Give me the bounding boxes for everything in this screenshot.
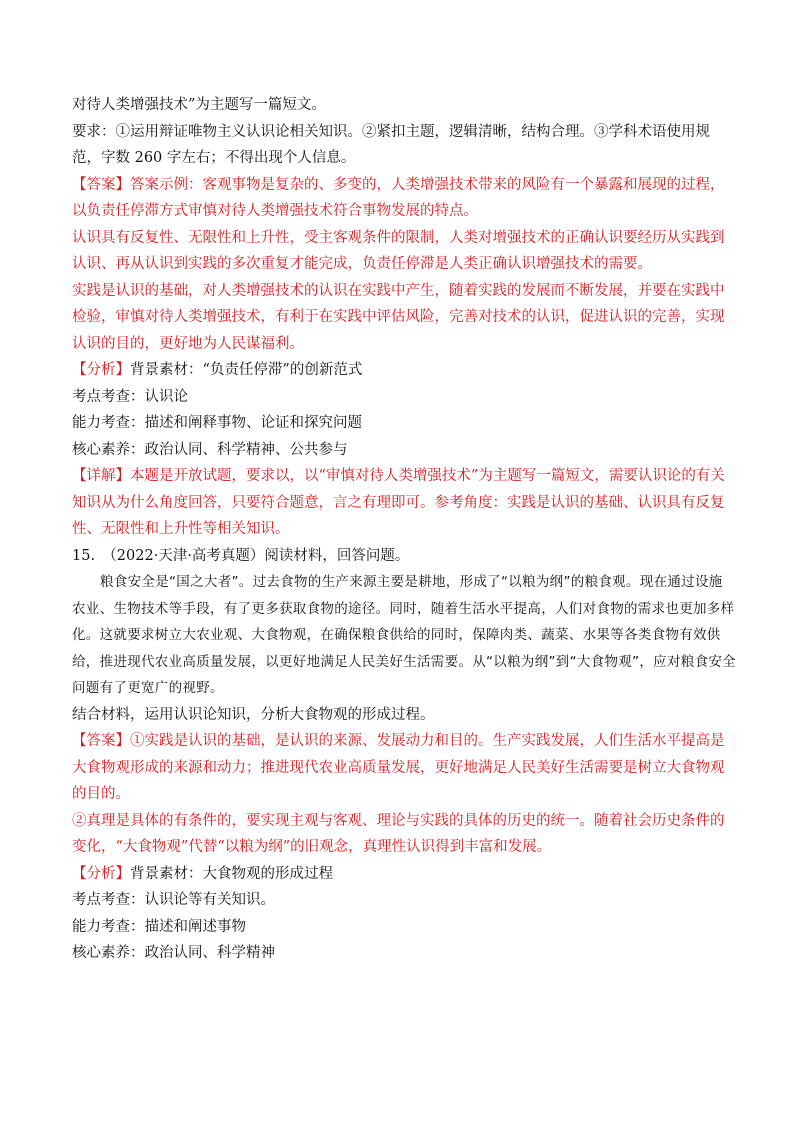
- q14-answer-p2: 认识具有反复性、无限性和上升性，受主客观条件的限制，人类对增强技术的正确认识要经历从实践到认识、再从认识到实践的多次重复才能完成，负责任停滞是人类正确认识增强技术的需要。: [72, 229, 725, 272]
- intro-line: 对待人类增强技术”为主题写一篇短文。: [72, 97, 326, 113]
- q15-suyang: 核心素养：政治认同、科学精神: [72, 945, 275, 961]
- answer-tag: 【答案】: [72, 176, 130, 193]
- document-page: [72, 92, 736, 967]
- q14-answer-p1: [72, 172, 736, 225]
- q15-answer-p1: [72, 728, 736, 808]
- q14-answer-p3: 实践是认识的基础，对人类增强技术的认识在实践中产生，随着实践的发展而不断发展，并要在实践中检验，审慎对待人类增强技术，有利于在实践中评估风险，完善对技术的认识，促进认识的完善，实现认识的目的，更好地为人民谋福利。: [72, 282, 725, 352]
- q14-nengli: 能力考查：描述和阐释事物、论证和探究问题: [72, 415, 362, 431]
- q15-stem: 15. （2022·天津·高考真题）阅读材料，回答问题。: [72, 547, 410, 564]
- answer-tag: 【答案】: [72, 733, 130, 749]
- analysis-text: 背景素材：“负责任停滞”的创新范式: [130, 362, 363, 378]
- q15-answer-p2: ②真理是具体的有条件的，要实现主观与客观、理论与实践的具体的历史的统一。随着社会历史条件的变化，“大食物观”代替“以粮为纲”的旧观念，真理性认识得到丰富和发展。: [72, 812, 725, 855]
- q14-analysis: [72, 357, 736, 384]
- requirements: 要求：①运用辩证唯物主义认识论相关知识。②紧扣主题，逻辑清晰，结构合理。③学科术语使用规范，字数 260 字左右；不得出现个人信息。: [72, 123, 710, 166]
- q15-kaodian: 考点考查：认识论等有关知识。: [72, 892, 275, 908]
- analysis-tag: 【分析】: [72, 362, 130, 378]
- detail-tag: 【详解】: [72, 468, 130, 484]
- analysis-tag: 【分析】: [72, 865, 130, 882]
- detail-text: 本题是开放试题，要求以，以“审慎对待人类增强技术”为主题写一篇短文，需要认识论的有关知识从为什么角度回答，只要符合题意，言之有理即可。参考角度：实践是认识的基础、认识具有反复性、无限性和上升性等相关知识。: [72, 468, 725, 537]
- q15-question: 结合材料，运用认识论知识，分析大食物观的形成过程。: [72, 706, 435, 723]
- q14-kaodian: 考点考查：认识论: [72, 388, 188, 405]
- answer-text: ①实践是认识的基础，是认识的来源、发展动力和目的。生产实践发展，人们生活水平提高是大食物观形成的来源和动力；推进现代农业高质量发展，更好地满足人民美好生活需要是树立大食物观的目的。: [72, 733, 725, 802]
- q15-nengli: 能力考查：描述和阐述事物: [72, 918, 246, 935]
- q14-detail: [72, 463, 736, 543]
- q15-material: 粮食安全是“国之大者”。过去食物的生产来源主要是耕地，形成了“以粮为纲”的粮食观。现在通过设施农业、生物技术等手段，有了更多获取食物的途径。同时，随着生活水平提高，人们对食物的需求也更加多样化。这就要求树立大农业观、大食物观，在确保粮食供给的同时，保障肉类、蔬菜、水果等各类食物有效供给，推进现代农业高质量发展，以更好地满足人民美好生活需要。从“以粮为纲”到“大食物观”，应对粮食安全问题有了更宽广的视野。: [72, 574, 736, 696]
- q14-suyang: 核心素养：政治认同、科学精神、公共参与: [72, 441, 348, 458]
- answer-text: 答案示例：客观事物是复杂的、多变的，人类增强技术带来的风险有一个暴露和展现的过程，以负责任停滞方式审慎对待人类增强技术符合事物发展的特点。: [72, 176, 725, 219]
- q15-analysis: [72, 861, 736, 888]
- analysis-text: 背景素材：大食物观的形成过程: [130, 865, 333, 882]
